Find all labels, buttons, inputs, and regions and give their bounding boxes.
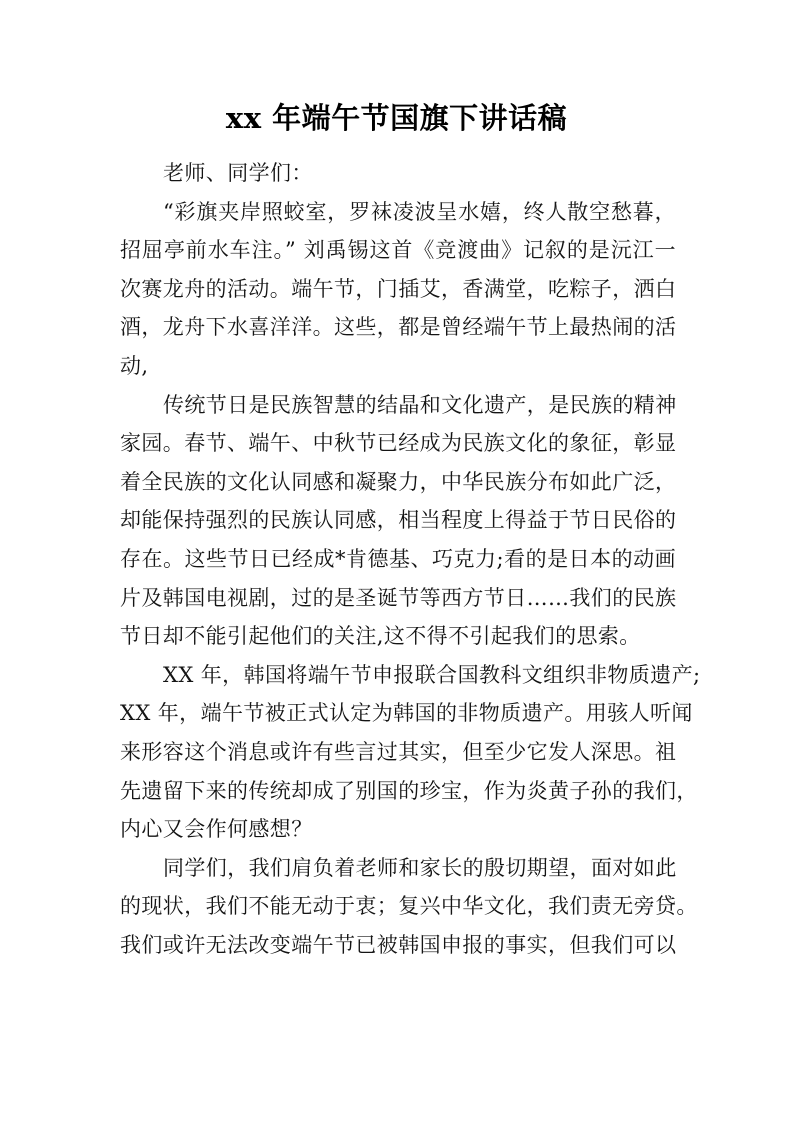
paragraph-4-line: 的现状，我们不能无动于衷；复兴中华文化，我们责无旁贷。	[120, 894, 698, 919]
paragraph-2-line: 节日却不能引起他们的关注,这不得不引起我们的思索。	[120, 624, 641, 649]
salutation-line: 老师、同学们：	[163, 161, 313, 185]
paragraph-3-line: XX 年，端午节被正式认定为韩国的非物质遗产。用骇人听闻	[120, 701, 693, 726]
paragraph-4-line: 我们或许无法改变端午节已被韩国申报的事实，但我们可以	[120, 932, 677, 957]
paragraph-1-line: 招屈亭前水车注。” 刘禹锡这首《竞渡曲》记叙的是沅江一	[120, 238, 676, 263]
paragraph-2-line: 家园。春节、端午、中秋节已经成为民族文化的象征，彰显	[120, 431, 677, 456]
paragraph-3-line: 先遗留下来的传统却成了别国的珍宝，作为炎黄子孙的我们，	[120, 778, 698, 803]
document-body	[120, 154, 701, 964]
paragraph-1-line: “彩旗夹岸照蛟室，罗袜凌波呈水嬉，终人散空愁暮，	[163, 199, 676, 224]
paragraph-2-line: 传统节日是民族智慧的结晶和文化遗产，是民族的精神	[163, 392, 677, 417]
paragraph-1-line: 次赛龙舟的活动。端午节，门插艾，香满堂，吃粽子，洒白	[120, 276, 677, 301]
paragraph-3-line: XX 年，韩国将端午节申报联合国教科文组织非物质遗产;	[163, 662, 701, 687]
paragraph-1-line: 酒，龙舟下水喜洋洋。这些，都是曾经端午节上最热闹的活	[120, 315, 677, 340]
paragraph-3-line: 来形容这个消息或许有些言过其实，但至少它发人深思。祖	[120, 739, 677, 764]
page-title: xx 年端午节国旗下讲话稿	[225, 101, 568, 135]
paragraph-4-line: 同学们，我们肩负着老师和家长的殷切期望，面对如此	[163, 855, 677, 880]
paragraph-1-line: 动,	[120, 353, 149, 378]
paragraph-2-line: 存在。这些节日已经成*肯德基、巧克力;看的是日本的动画	[120, 546, 676, 571]
paragraph-2-line: 却能保持强烈的民族认同感，相当程度上得益于节日民俗的	[120, 508, 677, 533]
paragraph-2-line: 片及韩国电视剧，过的是圣诞节等西方节日……我们的民族	[120, 585, 677, 610]
paragraph-2-line: 着全民族的文化认同感和凝聚力，中华民族分布如此广泛，	[120, 469, 677, 494]
paragraph-3-line: 内心又会作何感想？	[120, 817, 313, 842]
